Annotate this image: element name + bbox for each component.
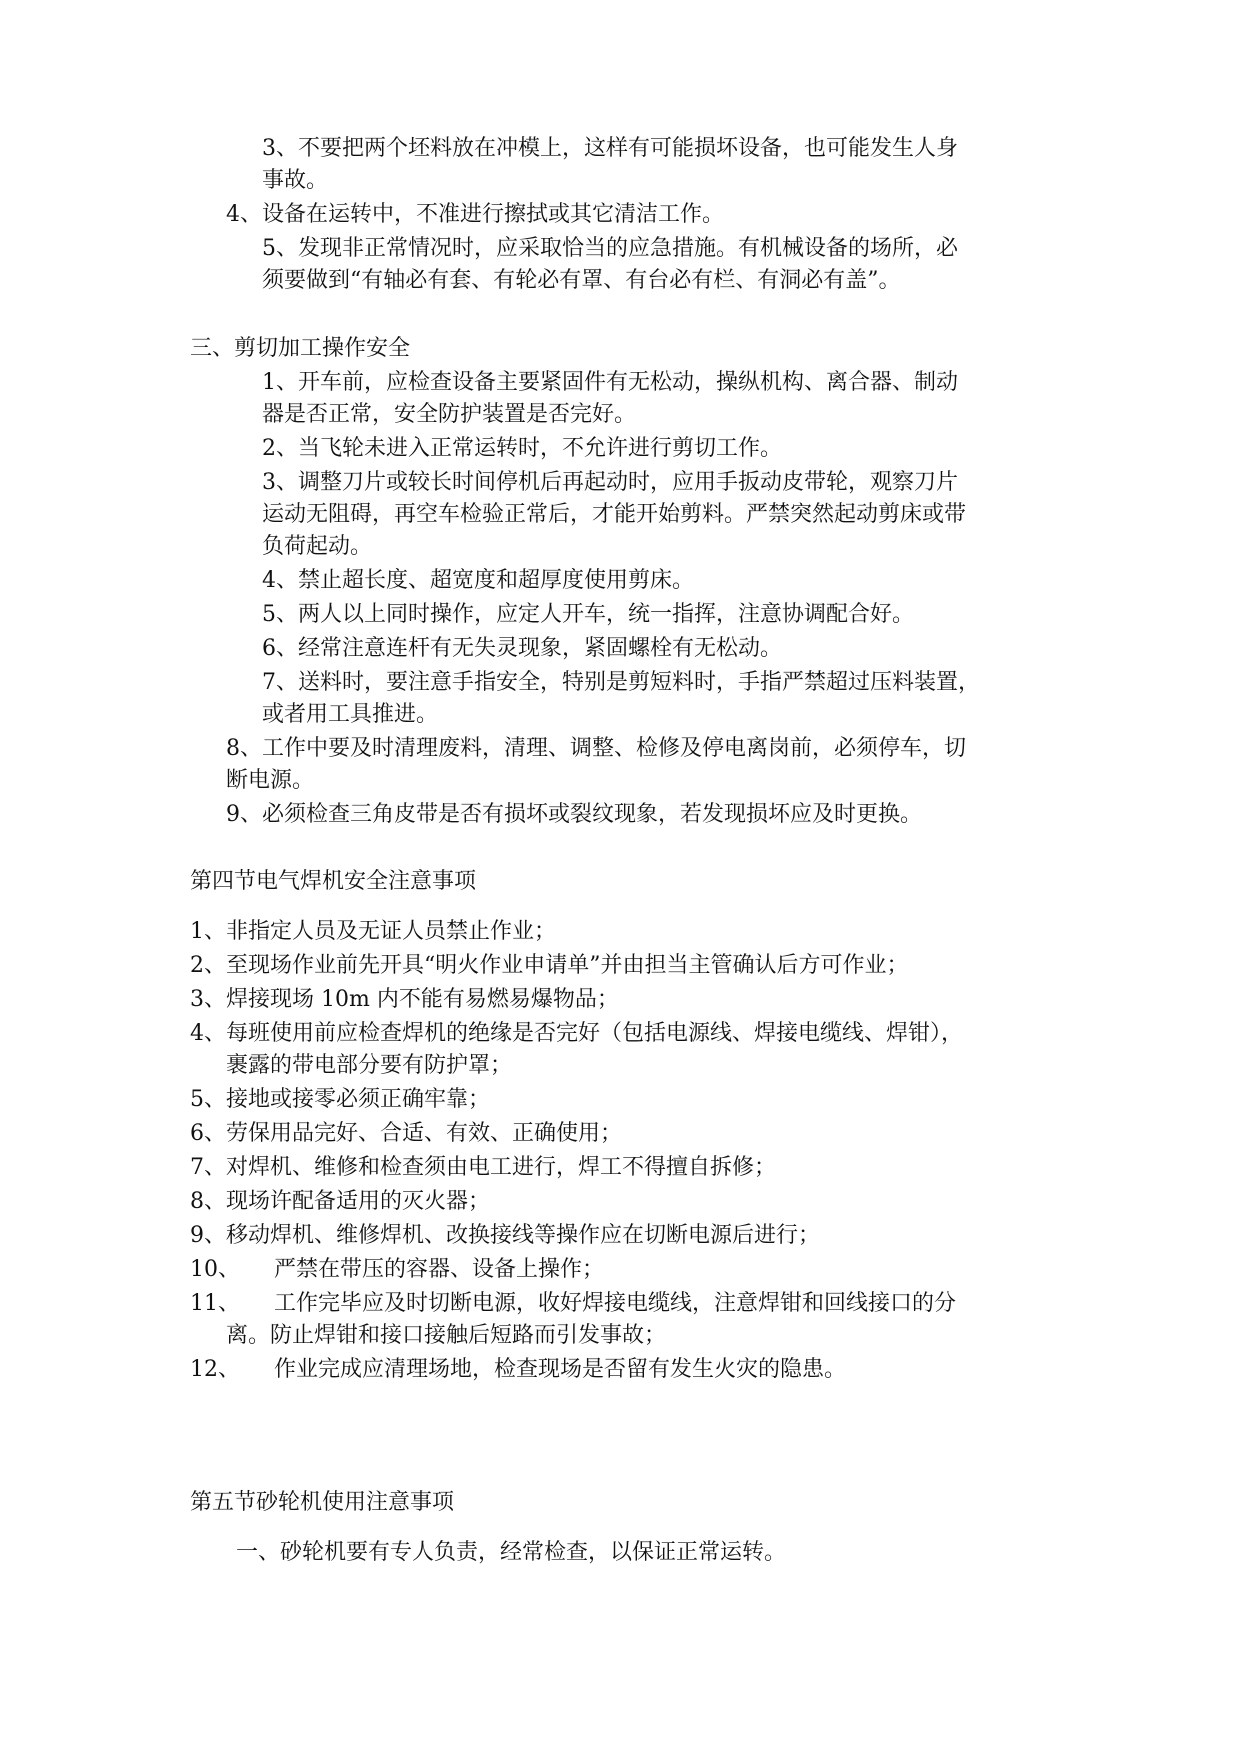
shear-item-3-line-1: 3、调整刀片或较长时间停机后再起动时，应用手扳动皮带轮，观察刀片	[262, 470, 958, 495]
shear-item-7-line-2: 或者用工具推进。	[262, 702, 439, 727]
shear-section-heading: 三、剪切加工操作安全	[190, 336, 411, 361]
welding-item-9: 9、移动焊机、维修焊机、改换接线等操作应在切断电源后进行；	[190, 1223, 820, 1248]
welding-item-11-number: 11、	[190, 1291, 240, 1316]
welding-item-3: 3、焊接现场 10m 内不能有易燃易爆物品；	[190, 987, 619, 1012]
welding-item-4-line-2: 裹露的带电部分要有防护罩；	[226, 1053, 513, 1078]
shear-item-8-line-1: 8、工作中要及时清理废料，清理、调整、检修及停电离岗前，必须停车，切	[226, 736, 966, 761]
welding-item-1: 1、非指定人员及无证人员禁止作业；	[190, 919, 556, 944]
welding-item-5: 5、接地或接零必须正确牢靠；	[190, 1087, 490, 1112]
item-3-line-1: 3、不要把两个坯料放在冲模上，这样有可能损坏设备，也可能发生人身	[262, 136, 958, 161]
shear-item-3-line-2: 运动无阻碍，再空车检验正常后，才能开始剪料。严禁突然起动剪床或带	[262, 502, 967, 527]
welding-item-12-number: 12、	[190, 1357, 240, 1382]
shear-item-1-line-1: 1、开车前，应检查设备主要紧固件有无松动，操纵机构、离合器、制动	[262, 370, 958, 395]
welding-section-heading: 第四节电气焊机安全注意事项	[190, 869, 477, 894]
item-3-line-2: 事故。	[262, 168, 329, 193]
shear-item-1-line-2: 器是否正常，安全防护装置是否完好。	[262, 402, 637, 427]
welding-item-2: 2、至现场作业前先开具“明火作业申请单”并由担当主管确认后方可作业；	[190, 953, 909, 978]
shear-item-2: 2、当飞轮未进入正常运转时，不允许进行剪切工作。	[262, 436, 782, 461]
welding-item-4-line-1: 4、每班使用前应检查焊机的绝缘是否完好（包括电源线、焊接电缆线、焊钳），	[190, 1021, 963, 1046]
welding-item-12: 作业完成应清理场地，检查现场是否留有发生火灾的隐患。	[274, 1357, 847, 1382]
shear-item-7-line-1: 7、送料时，要注意手指安全，特别是剪短料时，手指严禁超过压料装置，	[262, 670, 980, 695]
welding-item-8: 8、现场许配备适用的灭火器；	[190, 1189, 490, 1214]
shear-item-5: 5、两人以上同时操作，应定人开车，统一指挥，注意协调配合好。	[262, 602, 914, 627]
shear-item-9: 9、必须检查三角皮带是否有损坏或裂纹现象，若发现损坏应及时更换。	[226, 802, 922, 827]
item-5-line-1: 5、发现非正常情况时，应采取恰当的应急措施。有机械设备的场所，必	[262, 236, 958, 261]
welding-item-10-number: 10、	[190, 1257, 240, 1282]
item-5-line-2: 须要做到“有轴必有套、有轮必有罩、有台必有栏、有洞必有盖”。	[262, 268, 901, 293]
welding-item-6: 6、劳保用品完好、合适、有效、正确使用；	[190, 1121, 622, 1146]
welding-item-11-line-1: 工作完毕应及时切断电源，收好焊接电缆线，注意焊钳和回线接口的分	[274, 1291, 957, 1316]
welding-item-11-line-2: 离。防止焊钳和接口接触后短路而引发事故；	[226, 1323, 667, 1348]
shear-item-4: 4、禁止超长度、超宽度和超厚度使用剪床。	[262, 568, 694, 593]
item-4: 4、设备在运转中，不准进行擦拭或其它清洁工作。	[226, 202, 724, 227]
grinder-section-heading: 第五节砂轮机使用注意事项	[190, 1490, 455, 1515]
shear-item-8-line-2: 断电源。	[226, 768, 315, 793]
grinder-item-1: 一、砂轮机要有专人负责，经常检查，以保证正常运转。	[236, 1540, 787, 1565]
welding-item-10: 严禁在带压的容器、设备上操作；	[274, 1257, 605, 1282]
shear-item-3-line-3: 负荷起动。	[262, 534, 373, 559]
welding-item-7: 7、对焊机、维修和检查须由电工进行，焊工不得擅自拆修；	[190, 1155, 776, 1180]
shear-item-6: 6、经常注意连杆有无失灵现象，紧固螺栓有无松动。	[262, 636, 782, 661]
